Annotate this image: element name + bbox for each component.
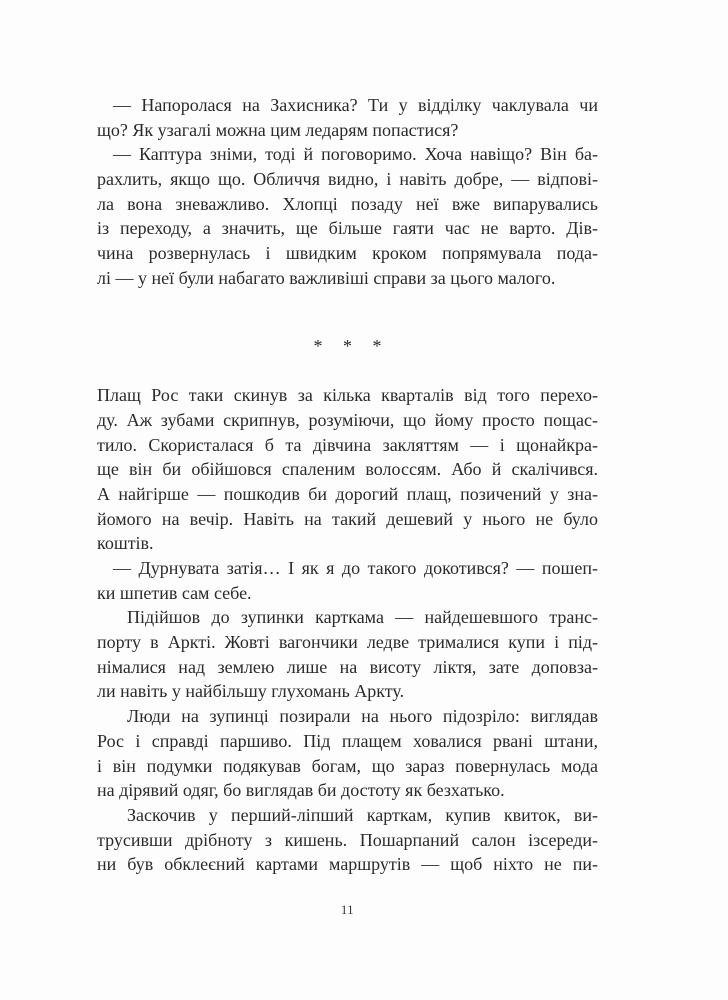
text-line: Заскочив у перший-ліпший карткам, купив квиток, ви- (127, 804, 598, 825)
paragraph (97, 556, 598, 605)
paragraph (97, 142, 598, 290)
text-line: ще він би обійшовся спаленим волоссям. Або й скалічився. (97, 459, 598, 480)
text-line: йомого на вечір. Навіть на такий дешевий у нього не було (97, 508, 598, 529)
paragraph (97, 93, 598, 142)
text-line: на дірявий одяг, бо виглядав би достоту як безхатько. (97, 780, 505, 801)
paragraph (97, 803, 598, 877)
text-line: ду. Аж зубами скрипнув, розуміючи, що йому просто пощас- (97, 409, 598, 430)
text-line: тило. Скористалася б та дівчина закляттям — і щонайкра- (97, 434, 598, 455)
text-line: ни був обклеєний картами маршрутів — щоб ніхто не пи- (97, 854, 598, 875)
text-line: що? Як узагалі можна цим ледарям попастися? (97, 119, 459, 140)
text-line: Люди на зупинці позирали на нього підозріло: виглядав (127, 706, 598, 727)
text-line: порту в Аркті. Жовті вагончики ледве трималися купи і під- (97, 632, 598, 653)
section-separator: * * * (313, 335, 382, 356)
text-line: чина розвернулась і швидким кроком попрямувала пода- (97, 243, 598, 264)
text-line: трусивши дрібноту з кишень. Пошарпаний салон ізсереди- (97, 829, 598, 850)
paragraph (97, 605, 598, 704)
text-line: А найгірше — пошкодив би дорогий плащ, позичений у зна- (97, 483, 598, 504)
text-line: Підійшов до зупинки карткама — найдешевшого транс- (127, 607, 598, 628)
page-text-block (97, 93, 598, 877)
text-line: коштів. (97, 533, 154, 554)
text-line: німалися над землею лише на висоту ліктя, зате доповза- (97, 656, 598, 677)
paragraph (97, 704, 598, 803)
paragraph (97, 383, 598, 556)
text-line: ла вона зневажливо. Хлопці позаду неї вже випарувались (97, 193, 598, 214)
text-line: рахлить, якщо що. Обличчя видно, і навіть добре, — відпові- (97, 169, 598, 190)
text-line: і він подумки подякував богам, що зараз повернулась мода (97, 755, 598, 776)
text-line: — Дурнувата затія… І як я до такого докотився? — пошеп- (113, 558, 598, 578)
page-number: 11 (340, 903, 355, 917)
text-line: ки шпетив сам себе. (97, 582, 252, 603)
text-line: лі — у неї були набагато важливіші справи за цього малого. (97, 267, 556, 288)
text-line: — Напоролася на Захисника? Ти у відділку чаклувала чи (113, 95, 598, 115)
text-line: Плащ Рос таки скинув за кілька кварталів від того перехо- (97, 385, 598, 406)
text-line: ли навіть у найбільшу глухомань Аркту. (97, 681, 405, 702)
text-line: Рос і справді паршиво. Під плащем ховалися рвані штани, (97, 730, 598, 751)
text-line: із переходу, а значить, ще більше гаяти час не варто. Дів- (97, 218, 598, 239)
text-line: — Каптура зніми, тоді й поговоримо. Хоча навіщо? Він ба- (113, 144, 598, 165)
